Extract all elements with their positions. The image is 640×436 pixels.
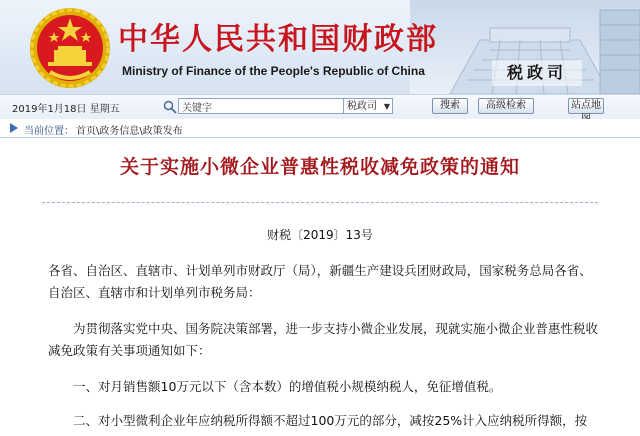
article-title: 关于实施小微企业普惠性税收减免政策的通知 xyxy=(119,156,520,178)
search-scope-value: 税政司 xyxy=(347,101,377,112)
sitemap-button[interactable]: 站点地 xyxy=(568,98,604,114)
breadcrumb-item-home[interactable]: 首页 xyxy=(76,126,96,137)
article-paragraph-item-2: 二、对小型微利企业年应纳税所得额不超过100万元的部分，减按25%计入应纳税所得额，按 xyxy=(73,413,588,428)
breadcrumb-path xyxy=(76,122,183,137)
article-paragraph-intro: 为贯彻落实党中央、国务院决策部署，进一步支持小微企业发展，现就实施小微企业普惠性税收减免政策有关事项通知如下： xyxy=(48,321,599,358)
header-banner xyxy=(0,0,640,94)
ministry-title-cn: 中华人民共和国财政部 xyxy=(118,22,438,57)
toolbar xyxy=(0,94,640,120)
advanced-search-button[interactable]: 高级检索 xyxy=(478,98,534,114)
breadcrumb-separator: \ xyxy=(96,126,100,137)
breadcrumb-arrow-icon xyxy=(10,123,18,133)
current-date: 2019年1月18日 星期五 xyxy=(12,104,120,115)
search-scope-select[interactable] xyxy=(343,98,393,114)
breadcrumb-separator: \ xyxy=(139,126,143,137)
search-input[interactable] xyxy=(178,98,344,114)
search-button[interactable]: 搜索 xyxy=(432,98,468,114)
breadcrumb-item-gov-info[interactable]: 政务信息 xyxy=(99,126,140,137)
breadcrumb-label: 当前位置： xyxy=(24,126,74,137)
breadcrumb-item-policy[interactable]: 政策发布 xyxy=(142,126,183,137)
title-divider xyxy=(42,202,598,203)
breadcrumb xyxy=(0,119,640,138)
ministry-title-en: Ministry of Finance of the People's Republic of China xyxy=(122,64,425,78)
article-paragraph-item-1: 一、对月销售额10万元以下（含本数）的增值税小规模纳税人，免征增值税。 xyxy=(73,379,502,394)
national-emblem-icon xyxy=(28,6,112,90)
document-number: 财税〔2019〕13号 xyxy=(267,228,373,242)
search-icon xyxy=(163,100,177,114)
department-badge: 税政司 xyxy=(492,60,582,86)
article-paragraph-addressees: 各省、自治区、直辖市、计划单列市财政厅（局），新疆生产建设兵团财政局，国家税务总局各省、自治区、直辖市和计划单列市税务局： xyxy=(48,263,592,300)
chevron-down-icon: ▼ xyxy=(383,102,390,111)
